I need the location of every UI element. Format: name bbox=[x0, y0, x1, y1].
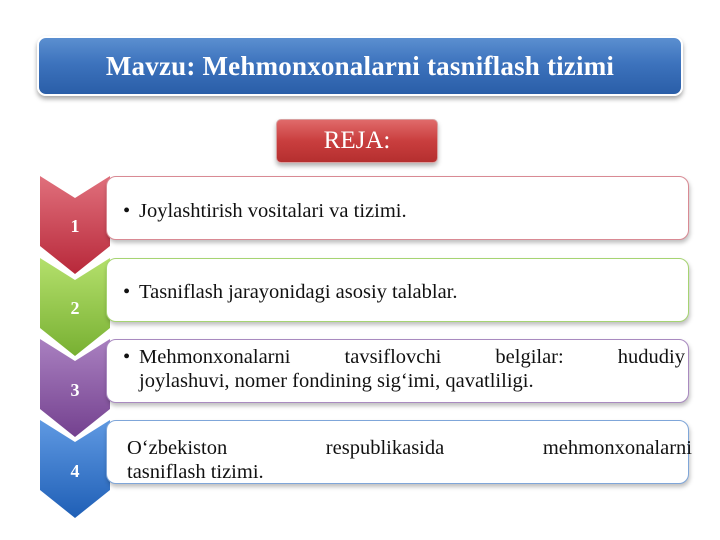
item-number-4: 4 bbox=[70, 461, 80, 481]
plan-label-box bbox=[276, 119, 438, 163]
plan-label: REJA: bbox=[323, 127, 391, 154]
item-1-label: Joylashtirish vositalari va tizimi. bbox=[139, 200, 407, 222]
item-2-label: Tasniflash jarayonidagi asosiy talablar. bbox=[139, 281, 458, 303]
bullet-1: • bbox=[123, 200, 131, 222]
item-4-line-1: O‘zbekiston respublikasida mehmonxonalarni bbox=[127, 437, 692, 459]
slide-title: Mavzu: Mehmonxonalarni tasniflash tizimi bbox=[105, 50, 615, 81]
bullet-2: • bbox=[123, 281, 131, 303]
item-number-1: 1 bbox=[70, 216, 80, 236]
item-number-3: 3 bbox=[70, 380, 80, 400]
item-3-line-2: joylashuvi, nomer fondining sig‘imi, qavatliligi. bbox=[139, 370, 534, 392]
title-banner bbox=[37, 36, 683, 96]
bullet-3: • bbox=[123, 346, 131, 368]
item-text-3 bbox=[123, 345, 685, 393]
item-text-1 bbox=[123, 199, 683, 223]
item-text-4 bbox=[127, 436, 692, 484]
item-text-2 bbox=[123, 280, 683, 304]
item-4-line-2: tasniflash tizimi. bbox=[127, 461, 264, 483]
item-number-2: 2 bbox=[70, 298, 80, 318]
item-3-line-1: Mehmonxonalarni tavsiflovchi belgilar: hududiy bbox=[139, 346, 685, 368]
